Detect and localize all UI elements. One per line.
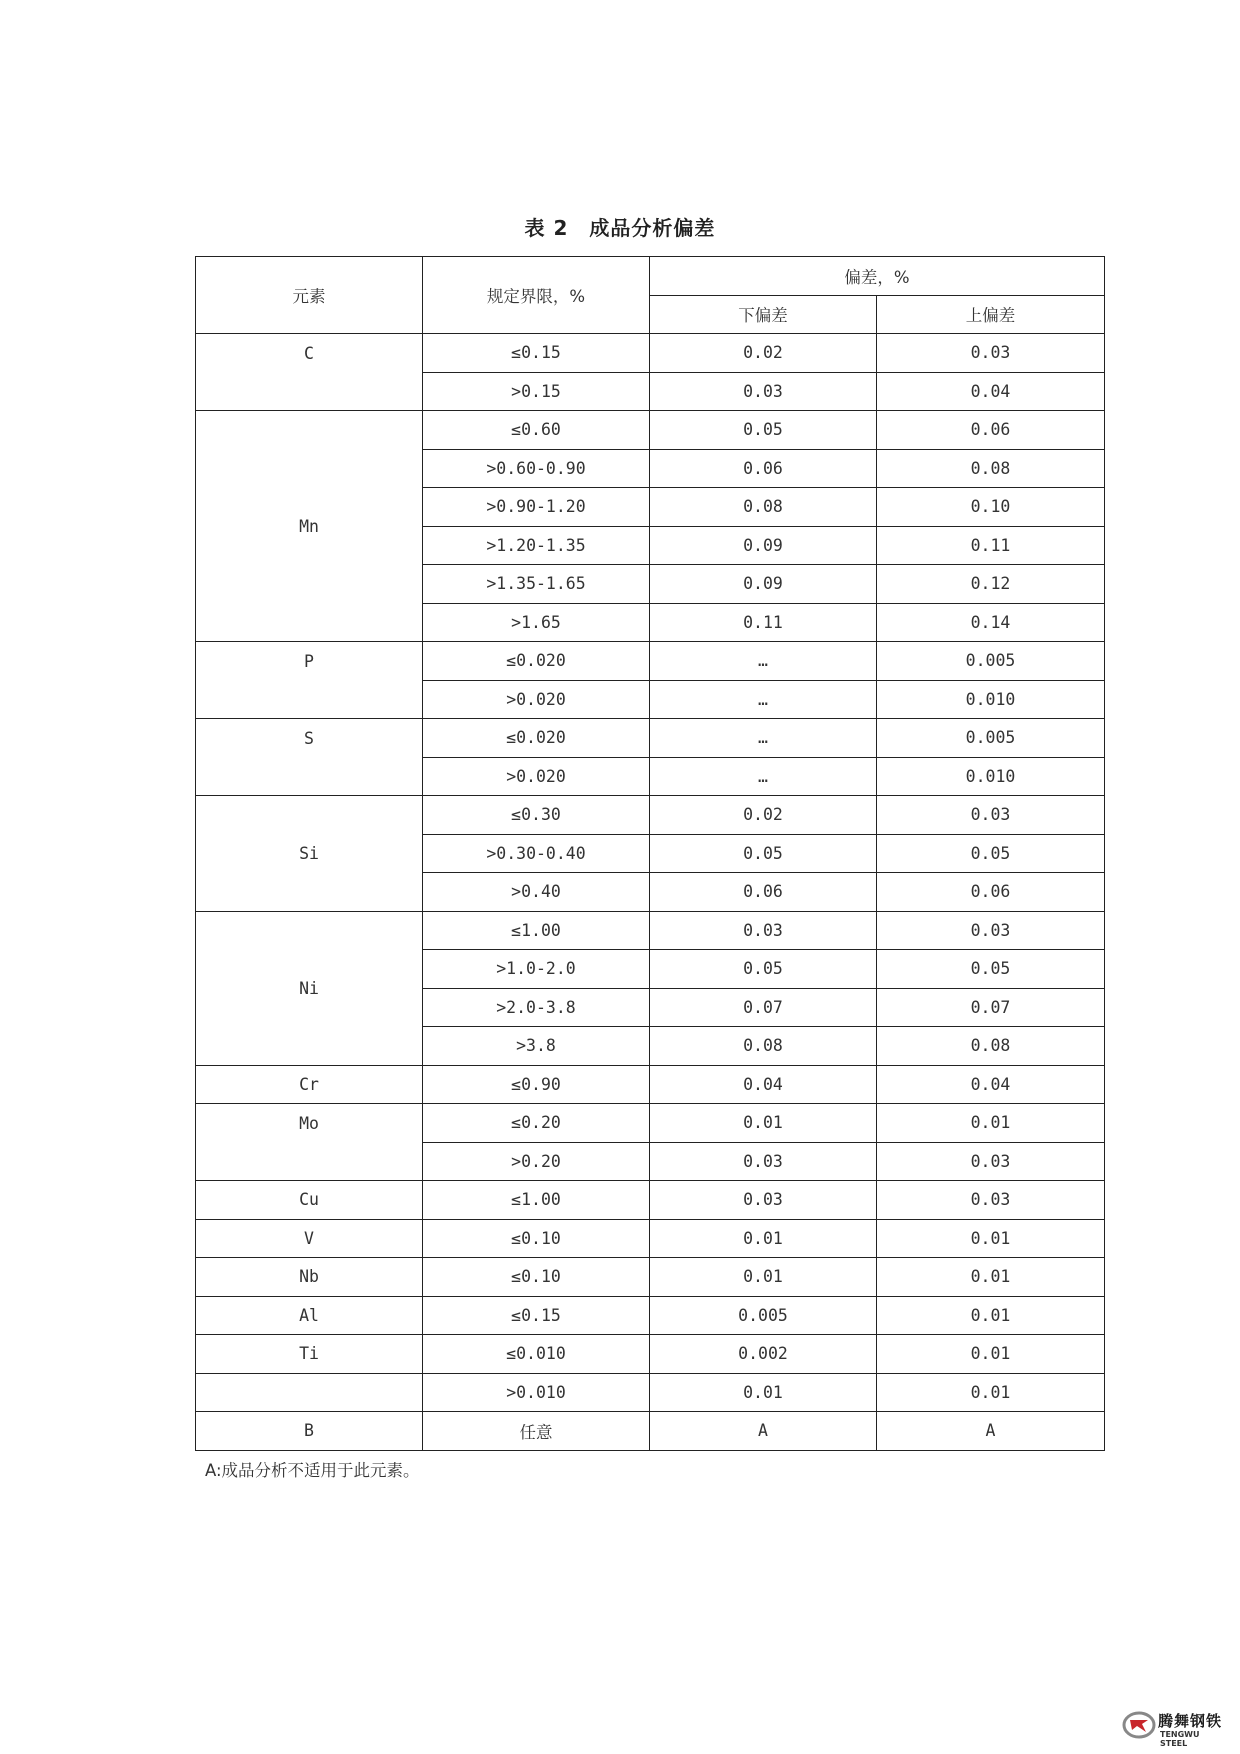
- upper-cell: 0.01: [877, 1335, 1105, 1374]
- header-row: [196, 257, 1105, 296]
- element-cell: Ti: [196, 1335, 423, 1374]
- limit-cell: 任意: [423, 1412, 650, 1451]
- limit-cell: >0.30-0.40: [423, 834, 650, 873]
- brand-logo: [1122, 1708, 1226, 1748]
- upper-cell: 0.010: [877, 680, 1105, 719]
- table-row: [196, 334, 1105, 373]
- upper-cell: 0.05: [877, 834, 1105, 873]
- limit-cell: >2.0-3.8: [423, 988, 650, 1027]
- limit-cell: ≤1.00: [423, 911, 650, 950]
- upper-cell: 0.005: [877, 642, 1105, 681]
- element-cell: Ni: [196, 911, 423, 1065]
- upper-cell: 0.01: [877, 1219, 1105, 1258]
- limit-cell: >0.90-1.20: [423, 488, 650, 527]
- element-cell: [196, 1373, 423, 1412]
- lower-cell: 0.005: [650, 1296, 877, 1335]
- lower-cell: 0.03: [650, 1181, 877, 1220]
- lower-cell: …: [650, 680, 877, 719]
- element-cell: Mo: [196, 1104, 423, 1181]
- header-lower: 下偏差: [650, 295, 877, 334]
- lower-cell: 0.09: [650, 565, 877, 604]
- lower-cell: A: [650, 1412, 877, 1451]
- element-cell: P: [196, 642, 423, 719]
- limit-cell: >0.60-0.90: [423, 449, 650, 488]
- table-row: [196, 1373, 1105, 1412]
- upper-cell: 0.03: [877, 1142, 1105, 1181]
- header-limit: 规定界限，%: [423, 257, 650, 334]
- table-row: [196, 1335, 1105, 1374]
- logo-chinese-text: 腾舞钢铁: [1158, 1712, 1223, 1730]
- limit-cell: ≤0.15: [423, 334, 650, 373]
- upper-cell: 0.07: [877, 988, 1105, 1027]
- limit-cell: ≤0.20: [423, 1104, 650, 1143]
- upper-cell: 0.01: [877, 1373, 1105, 1412]
- table-row: [196, 719, 1105, 758]
- upper-cell: 0.08: [877, 1027, 1105, 1066]
- limit-cell: ≤0.60: [423, 411, 650, 450]
- upper-cell: A: [877, 1412, 1105, 1451]
- limit-cell: ≤0.020: [423, 642, 650, 681]
- lower-cell: 0.02: [650, 334, 877, 373]
- element-cell: Si: [196, 796, 423, 912]
- limit-cell: ≤0.10: [423, 1219, 650, 1258]
- upper-cell: 0.03: [877, 796, 1105, 835]
- table-row: [196, 1181, 1105, 1220]
- upper-cell: 0.14: [877, 603, 1105, 642]
- lower-cell: …: [650, 719, 877, 758]
- logo-mark-icon: [1122, 1710, 1156, 1740]
- lower-cell: 0.08: [650, 1027, 877, 1066]
- upper-cell: 0.06: [877, 411, 1105, 450]
- upper-cell: 0.005: [877, 719, 1105, 758]
- element-cell: C: [196, 334, 423, 411]
- limit-cell: >0.010: [423, 1373, 650, 1412]
- lower-cell: 0.01: [650, 1258, 877, 1297]
- header-element: 元素: [196, 257, 423, 334]
- element-cell: Cr: [196, 1065, 423, 1104]
- upper-cell: 0.06: [877, 873, 1105, 912]
- lower-cell: 0.05: [650, 411, 877, 450]
- lower-cell: 0.03: [650, 372, 877, 411]
- lower-cell: 0.09: [650, 526, 877, 565]
- table-row: [196, 1065, 1105, 1104]
- upper-cell: 0.10: [877, 488, 1105, 527]
- table-row: [196, 1104, 1105, 1143]
- upper-cell: 0.04: [877, 1065, 1105, 1104]
- element-cell: Mn: [196, 411, 423, 642]
- limit-cell: >1.0-2.0: [423, 950, 650, 989]
- limit-cell: >0.020: [423, 757, 650, 796]
- table-footnote: A:成品分析不适用于此元素。: [205, 1461, 420, 1480]
- upper-cell: 0.03: [877, 1181, 1105, 1220]
- table-row: [196, 411, 1105, 450]
- limit-cell: ≤0.10: [423, 1258, 650, 1297]
- upper-cell: 0.010: [877, 757, 1105, 796]
- upper-cell: 0.01: [877, 1104, 1105, 1143]
- upper-cell: 0.03: [877, 334, 1105, 373]
- limit-cell: ≤0.010: [423, 1335, 650, 1374]
- header-deviation: 偏差，%: [650, 257, 1105, 296]
- lower-cell: 0.01: [650, 1104, 877, 1143]
- upper-cell: 0.11: [877, 526, 1105, 565]
- element-cell: S: [196, 719, 423, 796]
- upper-cell: 0.12: [877, 565, 1105, 604]
- lower-cell: 0.01: [650, 1373, 877, 1412]
- lower-cell: …: [650, 757, 877, 796]
- lower-cell: 0.03: [650, 1142, 877, 1181]
- upper-cell: 0.03: [877, 911, 1105, 950]
- lower-cell: 0.08: [650, 488, 877, 527]
- limit-cell: ≤0.15: [423, 1296, 650, 1335]
- element-cell: V: [196, 1219, 423, 1258]
- table-row: [196, 1258, 1105, 1297]
- deviation-table: [195, 256, 1105, 1451]
- table-row: [196, 911, 1105, 950]
- lower-cell: 0.06: [650, 873, 877, 912]
- upper-cell: 0.08: [877, 449, 1105, 488]
- table-row: [196, 1219, 1105, 1258]
- limit-cell: ≤0.90: [423, 1065, 650, 1104]
- limit-cell: >0.20: [423, 1142, 650, 1181]
- limit-cell: ≤0.30: [423, 796, 650, 835]
- limit-cell: ≤1.00: [423, 1181, 650, 1220]
- limit-cell: ≤0.020: [423, 719, 650, 758]
- lower-cell: 0.05: [650, 834, 877, 873]
- table-row: [196, 1296, 1105, 1335]
- lower-cell: 0.07: [650, 988, 877, 1027]
- element-cell: Nb: [196, 1258, 423, 1297]
- limit-cell: >0.40: [423, 873, 650, 912]
- table-row: [196, 1412, 1105, 1451]
- lower-cell: 0.05: [650, 950, 877, 989]
- element-cell: Cu: [196, 1181, 423, 1220]
- limit-cell: >0.020: [423, 680, 650, 719]
- table-title: 表 2 成品分析偏差: [524, 216, 716, 240]
- upper-cell: 0.05: [877, 950, 1105, 989]
- lower-cell: …: [650, 642, 877, 681]
- limit-cell: >0.15: [423, 372, 650, 411]
- lower-cell: 0.02: [650, 796, 877, 835]
- element-cell: B: [196, 1412, 423, 1451]
- lower-cell: 0.002: [650, 1335, 877, 1374]
- table-row: [196, 642, 1105, 681]
- limit-cell: >1.20-1.35: [423, 526, 650, 565]
- upper-cell: 0.04: [877, 372, 1105, 411]
- lower-cell: 0.04: [650, 1065, 877, 1104]
- table-row: [196, 796, 1105, 835]
- lower-cell: 0.11: [650, 603, 877, 642]
- lower-cell: 0.06: [650, 449, 877, 488]
- limit-cell: >3.8: [423, 1027, 650, 1066]
- limit-cell: >1.35-1.65: [423, 565, 650, 604]
- limit-cell: >1.65: [423, 603, 650, 642]
- upper-cell: 0.01: [877, 1296, 1105, 1335]
- header-upper: 上偏差: [877, 295, 1105, 334]
- element-cell: Al: [196, 1296, 423, 1335]
- lower-cell: 0.01: [650, 1219, 877, 1258]
- logo-english-text: TENGWU STEEL: [1160, 1730, 1200, 1748]
- upper-cell: 0.01: [877, 1258, 1105, 1297]
- lower-cell: 0.03: [650, 911, 877, 950]
